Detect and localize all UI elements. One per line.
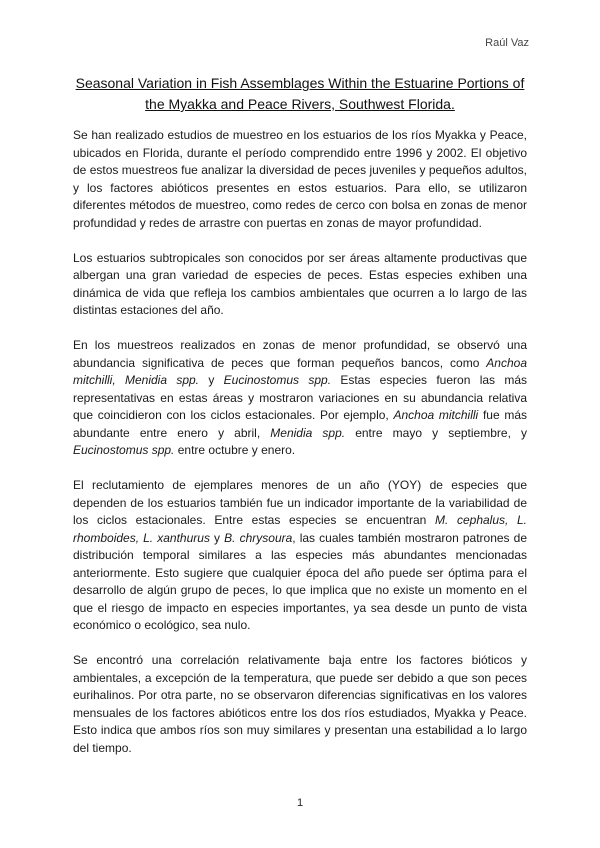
species-eucinostomus: Eucinostomus spp. [223,373,332,387]
species-list-yoy: M. cephalus, L. rhomboides, L. xanthurus [73,513,527,545]
species-anchoa-mitchilli: Anchoa mitchilli [393,408,479,422]
paragraph-3-text-4: fue más abundante entre enero y abril, [73,408,527,440]
document-title: Seasonal Variation in Fish Assemblages Within the Estuarine Portions of the Myakka and Peace Rivers, Southwest Florida. [75,75,525,112]
species-eucinostomus-2: Eucinostomus spp. [73,443,175,457]
page-number: 1 [296,797,304,809]
paragraph-3-text-6: entre octubre y enero. [174,443,296,457]
author-header: Raúl Vaz [485,37,529,49]
paragraph-4-text-2: y [209,530,225,545]
paragraph-4-text-1: El reclutamiento de ejemplares menores de un año (YOY) de especies que dependen de los estuarios también fue un indicador importante de la variabilidad de los ciclos estacionales. Entre estas especies se encuentran [73,478,527,527]
paragraph-3-text-1: En los muestreos realizados en zonas de menor profundidad, se observó una abundancia significativa de peces que forman pequeños bancos, como [73,338,527,370]
paragraph-3-text-3: Estas especies fueron las más representativas en estas áreas y mostraron variaciones en su abundancia relativa que coincidieron con los ciclos estacionales. Por ejemplo, [73,373,528,422]
species-menidia: Menidia spp. [270,425,346,440]
species-anchoa-menidia: Anchoa mitchilli, Menidia spp. [73,355,527,387]
paragraph-5: Se encontró una correlación relativamente baja entre los factores bióticos y ambientales, a excepción de la temperatura, que puede ser debido a que son peces eurihalinos. Por otra parte, no se observaron diferencias significativas en los valores mensuales de los factores abióticos entre los dos ríos estudiados, Myakka y Peace. Esto indica que ambos ríos son muy similares y presentan una estabilidad a lo largo del tiempo. [73,653,527,755]
document-body [73,127,527,775]
paragraph-3-text-5: entre mayo y septiembre, y [345,425,528,440]
paragraph-4 [73,477,527,635]
paragraph-3 [73,337,527,460]
paragraph-4-text-3: , las cuales también mostraron patrones de distribución temporal similares a las especies más abundantes mencionadas anteriormente. Esto sugiere que cualquier época del año puede ser óptima para el desarrollo de algún grupo de peces, lo que implica que no existe un momento en el que el riesgo de impacto en especies importantes, ya sea desde un punto de vista económico o ecológico, sea nulo. [73,530,527,632]
species-b-chrysoura: B. chrysoura [224,530,293,545]
paragraph-2: Los estuarios subtropicales son conocidos por ser áreas altamente productivas que albergan una gran variedad de especies de peces. Estas especies exhiben una dinámica de vida que refleja los cambios ambientales que ocurren a lo largo de las distintas estaciones del año. [73,250,527,317]
paragraph-3-text-2: y [199,373,224,387]
paragraph-1: Se han realizado estudios de muestreo en los estuarios de los ríos Myakka y Peace, ubicados en Florida, durante el período comprendido entre 1996 y 2002. El objetivo de estos muestreos fue analizar la diversidad de peces juveniles y pequeños adultos, y los factores abióticos presentes en estos estuarios. Para ello, se utilizaron diferentes métodos de muestreo, como redes de cerco con bolsa en zonas de menor profundidad y redes de arrastre con puertas en zonas de mayor profundidad. [73,128,527,230]
